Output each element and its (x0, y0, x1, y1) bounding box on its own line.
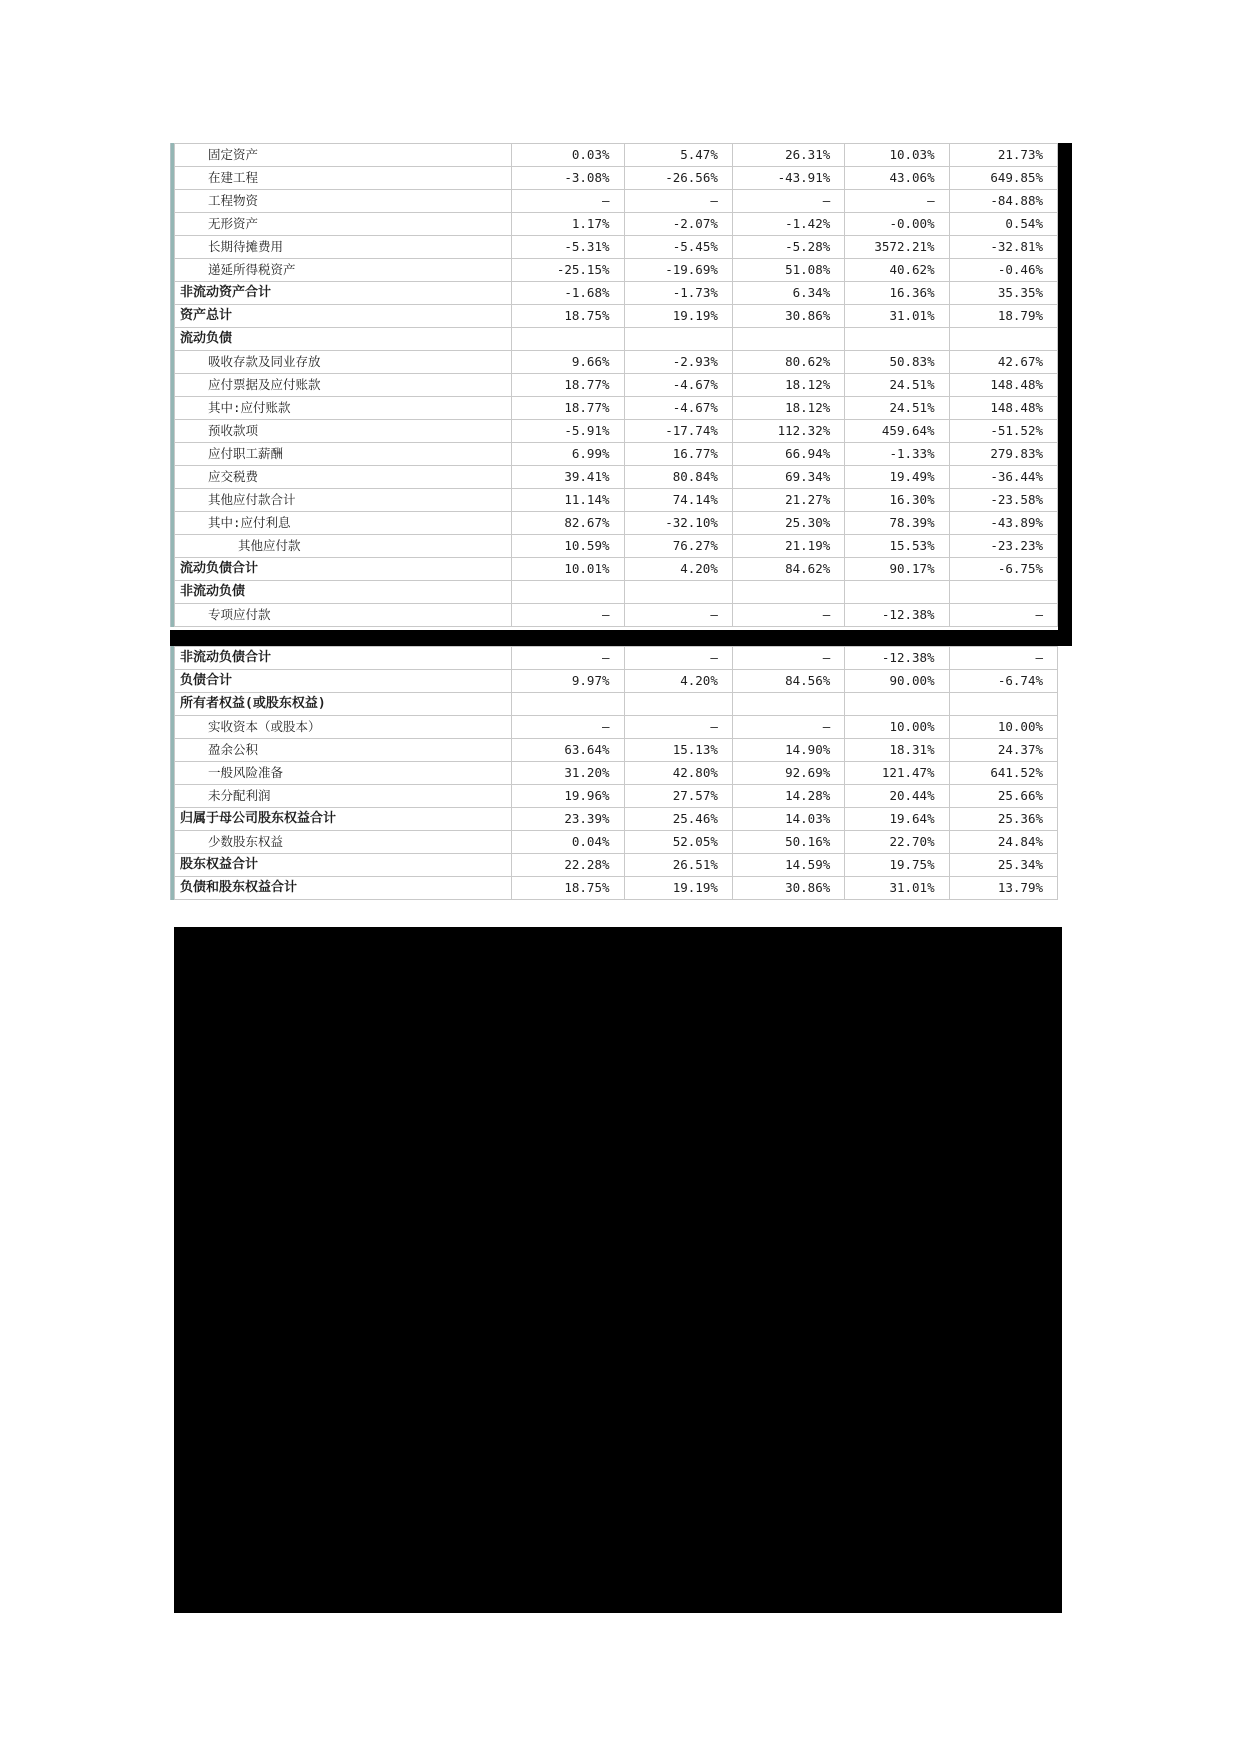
value-cell[interactable] (949, 328, 1057, 351)
value-cell[interactable]: 16.36% (845, 282, 949, 305)
row-label-cell[interactable]: 负债合计 (175, 670, 512, 693)
value-cell[interactable]: 18.31% (845, 739, 949, 762)
table-row (175, 785, 1058, 808)
value-cell[interactable]: — (512, 647, 624, 670)
value-cell[interactable] (732, 328, 844, 351)
table-row (175, 670, 1058, 693)
row-label-cell[interactable]: 专项应付款 (175, 604, 512, 627)
row-label-cell[interactable]: 股东权益合计 (175, 854, 512, 877)
value-cell[interactable]: 10.00% (949, 716, 1057, 739)
value-cell[interactable]: 0.54% (949, 213, 1057, 236)
value-cell[interactable]: — (949, 604, 1057, 627)
value-cell[interactable]: — (512, 716, 624, 739)
value-cell[interactable]: 21.19% (732, 535, 844, 558)
value-cell[interactable]: -51.52% (949, 420, 1057, 443)
value-cell[interactable]: 21.27% (732, 489, 844, 512)
value-cell[interactable]: 24.51% (845, 397, 949, 420)
value-cell[interactable]: 23.39% (512, 808, 624, 831)
row-label-cell[interactable]: 资产总计 (175, 305, 512, 328)
row-label-cell[interactable]: 盈余公积 (175, 739, 512, 762)
row-label-cell[interactable]: 长期待摊费用 (175, 236, 512, 259)
value-cell[interactable] (949, 581, 1057, 604)
value-cell[interactable]: — (624, 190, 732, 213)
row-label-cell[interactable]: 其中:应付利息 (175, 512, 512, 535)
row-label-cell[interactable]: 固定资产 (175, 144, 512, 167)
value-cell[interactable]: -23.23% (949, 535, 1057, 558)
table-row (175, 443, 1058, 466)
value-cell[interactable]: 42.67% (949, 351, 1057, 374)
value-cell[interactable] (845, 328, 949, 351)
table-row (175, 190, 1058, 213)
value-cell[interactable]: 25.30% (732, 512, 844, 535)
row-label-cell[interactable]: 实收资本（或股本） (175, 716, 512, 739)
value-cell[interactable]: 10.01% (512, 558, 624, 581)
value-cell[interactable]: -6.74% (949, 670, 1057, 693)
redacted-black-box (174, 927, 1062, 1613)
table-row (175, 762, 1058, 785)
table-row (175, 282, 1058, 305)
table-row (175, 558, 1058, 581)
value-cell[interactable]: 22.70% (845, 831, 949, 854)
value-cell[interactable]: 121.47% (845, 762, 949, 785)
value-cell[interactable]: 19.49% (845, 466, 949, 489)
value-cell[interactable]: 641.52% (949, 762, 1057, 785)
value-cell[interactable]: -12.38% (845, 604, 949, 627)
value-cell[interactable]: 15.53% (845, 535, 949, 558)
value-cell[interactable]: -6.75% (949, 558, 1057, 581)
value-cell[interactable]: 9.66% (512, 351, 624, 374)
value-cell[interactable]: 19.96% (512, 785, 624, 808)
value-cell[interactable]: 14.03% (732, 808, 844, 831)
value-cell[interactable]: 18.79% (949, 305, 1057, 328)
value-cell[interactable]: 30.86% (732, 877, 844, 900)
table-row (175, 604, 1058, 627)
row-label-cell[interactable]: 预收款项 (175, 420, 512, 443)
value-cell[interactable]: — (845, 190, 949, 213)
value-cell[interactable]: 5.47% (624, 144, 732, 167)
value-cell[interactable]: 18.75% (512, 877, 624, 900)
value-cell[interactable]: 50.16% (732, 831, 844, 854)
value-cell[interactable]: 18.77% (512, 374, 624, 397)
value-cell[interactable]: 24.51% (845, 374, 949, 397)
table-row (175, 328, 1058, 351)
value-cell[interactable]: 30.86% (732, 305, 844, 328)
value-cell[interactable]: 6.99% (512, 443, 624, 466)
table-row (175, 466, 1058, 489)
value-cell[interactable] (732, 581, 844, 604)
value-cell[interactable]: 4.20% (624, 558, 732, 581)
financial-change-table-lower (174, 646, 1058, 900)
table-row (175, 739, 1058, 762)
value-cell[interactable]: 66.94% (732, 443, 844, 466)
value-cell[interactable]: 24.37% (949, 739, 1057, 762)
value-cell[interactable]: — (732, 190, 844, 213)
value-cell[interactable]: 31.20% (512, 762, 624, 785)
value-cell[interactable]: 25.46% (624, 808, 732, 831)
value-cell[interactable]: — (624, 716, 732, 739)
value-cell[interactable]: 18.12% (732, 397, 844, 420)
value-cell[interactable]: -1.42% (732, 213, 844, 236)
value-cell[interactable]: 19.19% (624, 877, 732, 900)
value-cell[interactable]: 3572.21% (845, 236, 949, 259)
table-row (175, 808, 1058, 831)
value-cell[interactable]: -43.91% (732, 167, 844, 190)
value-cell[interactable]: 26.51% (624, 854, 732, 877)
value-cell[interactable]: 26.31% (732, 144, 844, 167)
value-cell[interactable]: 16.30% (845, 489, 949, 512)
upper-table-section (170, 143, 1058, 627)
value-cell[interactable]: -26.56% (624, 167, 732, 190)
table-row (175, 374, 1058, 397)
value-cell[interactable]: 52.05% (624, 831, 732, 854)
value-cell[interactable]: 148.48% (949, 397, 1057, 420)
value-cell[interactable] (624, 581, 732, 604)
value-cell[interactable]: -4.67% (624, 374, 732, 397)
value-cell[interactable]: -3.08% (512, 167, 624, 190)
value-cell[interactable]: 39.41% (512, 466, 624, 489)
table-row (175, 489, 1058, 512)
row-label-cell[interactable]: 流动负债合计 (175, 558, 512, 581)
table-row (175, 535, 1058, 558)
value-cell[interactable]: 90.17% (845, 558, 949, 581)
table-row (175, 581, 1058, 604)
table-row (175, 144, 1058, 167)
value-cell[interactable]: 0.03% (512, 144, 624, 167)
row-label-cell[interactable]: 吸收存款及同业存放 (175, 351, 512, 374)
value-cell[interactable]: 13.79% (949, 877, 1057, 900)
row-label-cell[interactable]: 归属于母公司股东权益合计 (175, 808, 512, 831)
row-label-cell[interactable]: 其他应付款 (175, 535, 512, 558)
value-cell[interactable]: 69.34% (732, 466, 844, 489)
value-cell[interactable]: -2.93% (624, 351, 732, 374)
value-cell[interactable]: -1.73% (624, 282, 732, 305)
value-cell[interactable]: -12.38% (845, 647, 949, 670)
value-cell[interactable]: 25.34% (949, 854, 1057, 877)
table-row (175, 259, 1058, 282)
value-cell[interactable]: 18.12% (732, 374, 844, 397)
value-cell[interactable]: 78.39% (845, 512, 949, 535)
value-cell[interactable]: — (512, 604, 624, 627)
value-cell[interactable] (512, 328, 624, 351)
value-cell[interactable]: 10.59% (512, 535, 624, 558)
value-cell[interactable]: 18.75% (512, 305, 624, 328)
value-cell[interactable]: 649.85% (949, 167, 1057, 190)
value-cell[interactable] (845, 693, 949, 716)
value-cell[interactable]: — (949, 647, 1057, 670)
value-cell[interactable] (732, 693, 844, 716)
value-cell[interactable]: 20.44% (845, 785, 949, 808)
table-row (175, 397, 1058, 420)
value-cell[interactable]: 14.59% (732, 854, 844, 877)
table-row (175, 854, 1058, 877)
value-cell[interactable]: -84.88% (949, 190, 1057, 213)
value-cell[interactable]: -0.00% (845, 213, 949, 236)
row-label-cell[interactable]: 一般风险准备 (175, 762, 512, 785)
value-cell[interactable] (845, 581, 949, 604)
value-cell[interactable]: 92.69% (732, 762, 844, 785)
value-cell[interactable]: -17.74% (624, 420, 732, 443)
value-cell[interactable]: -5.31% (512, 236, 624, 259)
value-cell[interactable]: 9.97% (512, 670, 624, 693)
value-cell[interactable]: 459.64% (845, 420, 949, 443)
value-cell[interactable]: -5.28% (732, 236, 844, 259)
table-row (175, 167, 1058, 190)
table-row (175, 512, 1058, 535)
value-cell[interactable] (512, 693, 624, 716)
value-cell[interactable]: 6.34% (732, 282, 844, 305)
value-cell[interactable]: 31.01% (845, 877, 949, 900)
table-row (175, 420, 1058, 443)
table-row (175, 716, 1058, 739)
row-label-cell[interactable]: 未分配利润 (175, 785, 512, 808)
value-cell[interactable]: -1.33% (845, 443, 949, 466)
table-row (175, 693, 1058, 716)
value-cell[interactable]: -43.89% (949, 512, 1057, 535)
value-cell[interactable]: -19.69% (624, 259, 732, 282)
value-cell[interactable]: 18.77% (512, 397, 624, 420)
value-cell[interactable]: 84.56% (732, 670, 844, 693)
value-cell[interactable]: 4.20% (624, 670, 732, 693)
value-cell[interactable]: -32.10% (624, 512, 732, 535)
separator-black-band (170, 630, 1072, 646)
value-cell[interactable]: 27.57% (624, 785, 732, 808)
value-cell[interactable]: — (732, 647, 844, 670)
value-cell[interactable]: 279.83% (949, 443, 1057, 466)
table-row (175, 305, 1058, 328)
value-cell[interactable] (949, 693, 1057, 716)
table-row (175, 236, 1058, 259)
row-label-cell[interactable]: 少数股东权益 (175, 831, 512, 854)
financial-change-table-upper (174, 143, 1058, 627)
right-black-bar (1058, 143, 1072, 646)
value-cell[interactable]: 42.80% (624, 762, 732, 785)
value-cell[interactable]: 112.32% (732, 420, 844, 443)
row-label-cell[interactable]: 所有者权益(或股东权益) (175, 693, 512, 716)
row-label-cell[interactable]: 无形资产 (175, 213, 512, 236)
value-cell[interactable]: 14.90% (732, 739, 844, 762)
value-cell[interactable]: 25.66% (949, 785, 1057, 808)
value-cell[interactable] (624, 693, 732, 716)
row-label-cell[interactable]: 递延所得税资产 (175, 259, 512, 282)
value-cell[interactable]: 10.00% (845, 716, 949, 739)
table-row (175, 351, 1058, 374)
value-cell[interactable]: 40.62% (845, 259, 949, 282)
row-label-cell[interactable]: 非流动负债 (175, 581, 512, 604)
value-cell[interactable]: 19.19% (624, 305, 732, 328)
value-cell[interactable]: 19.64% (845, 808, 949, 831)
value-cell[interactable]: 21.73% (949, 144, 1057, 167)
value-cell[interactable]: 90.00% (845, 670, 949, 693)
value-cell[interactable]: 16.77% (624, 443, 732, 466)
row-label-cell[interactable]: 其他应付款合计 (175, 489, 512, 512)
row-label-cell[interactable]: 在建工程 (175, 167, 512, 190)
value-cell[interactable]: 76.27% (624, 535, 732, 558)
value-cell[interactable]: 50.83% (845, 351, 949, 374)
value-cell[interactable] (512, 581, 624, 604)
value-cell[interactable]: 63.64% (512, 739, 624, 762)
table-row (175, 877, 1058, 900)
table-row (175, 213, 1058, 236)
value-cell[interactable]: 0.04% (512, 831, 624, 854)
value-cell[interactable]: 14.28% (732, 785, 844, 808)
table-row (175, 647, 1058, 670)
value-cell[interactable]: 82.67% (512, 512, 624, 535)
row-label-cell[interactable]: 流动负债 (175, 328, 512, 351)
value-cell[interactable]: -23.58% (949, 489, 1057, 512)
value-cell[interactable]: -36.44% (949, 466, 1057, 489)
value-cell[interactable]: — (624, 604, 732, 627)
row-label-cell[interactable]: 其中:应付账款 (175, 397, 512, 420)
value-cell[interactable]: -5.91% (512, 420, 624, 443)
value-cell[interactable]: -5.45% (624, 236, 732, 259)
table-row (175, 831, 1058, 854)
value-cell[interactable]: -32.81% (949, 236, 1057, 259)
value-cell[interactable]: — (624, 647, 732, 670)
value-cell[interactable]: 31.01% (845, 305, 949, 328)
value-cell[interactable]: -0.46% (949, 259, 1057, 282)
row-label-cell[interactable]: 应付票据及应付账款 (175, 374, 512, 397)
value-cell[interactable]: 25.36% (949, 808, 1057, 831)
value-cell[interactable]: 80.84% (624, 466, 732, 489)
row-label-cell[interactable]: 应交税费 (175, 466, 512, 489)
value-cell[interactable]: -2.07% (624, 213, 732, 236)
value-cell[interactable]: 10.03% (845, 144, 949, 167)
value-cell[interactable] (624, 328, 732, 351)
value-cell[interactable]: -4.67% (624, 397, 732, 420)
row-label-cell[interactable]: 负债和股东权益合计 (175, 877, 512, 900)
value-cell[interactable]: — (732, 716, 844, 739)
value-cell[interactable]: 84.62% (732, 558, 844, 581)
row-label-cell[interactable]: 非流动资产合计 (175, 282, 512, 305)
lower-table-section (170, 646, 1058, 900)
value-cell[interactable]: 148.48% (949, 374, 1057, 397)
value-cell[interactable]: 51.08% (732, 259, 844, 282)
value-cell[interactable]: 43.06% (845, 167, 949, 190)
value-cell[interactable]: 80.62% (732, 351, 844, 374)
row-label-cell[interactable]: 工程物资 (175, 190, 512, 213)
value-cell[interactable]: -1.68% (512, 282, 624, 305)
row-label-cell[interactable]: 应付职工薪酬 (175, 443, 512, 466)
row-label-cell[interactable]: 非流动负债合计 (175, 647, 512, 670)
value-cell[interactable]: 35.35% (949, 282, 1057, 305)
value-cell[interactable]: 74.14% (624, 489, 732, 512)
value-cell[interactable]: 24.84% (949, 831, 1057, 854)
value-cell[interactable]: 22.28% (512, 854, 624, 877)
value-cell[interactable]: -25.15% (512, 259, 624, 282)
value-cell[interactable]: — (732, 604, 844, 627)
value-cell[interactable]: 15.13% (624, 739, 732, 762)
value-cell[interactable]: 11.14% (512, 489, 624, 512)
value-cell[interactable]: 1.17% (512, 213, 624, 236)
value-cell[interactable]: — (512, 190, 624, 213)
value-cell[interactable]: 19.75% (845, 854, 949, 877)
